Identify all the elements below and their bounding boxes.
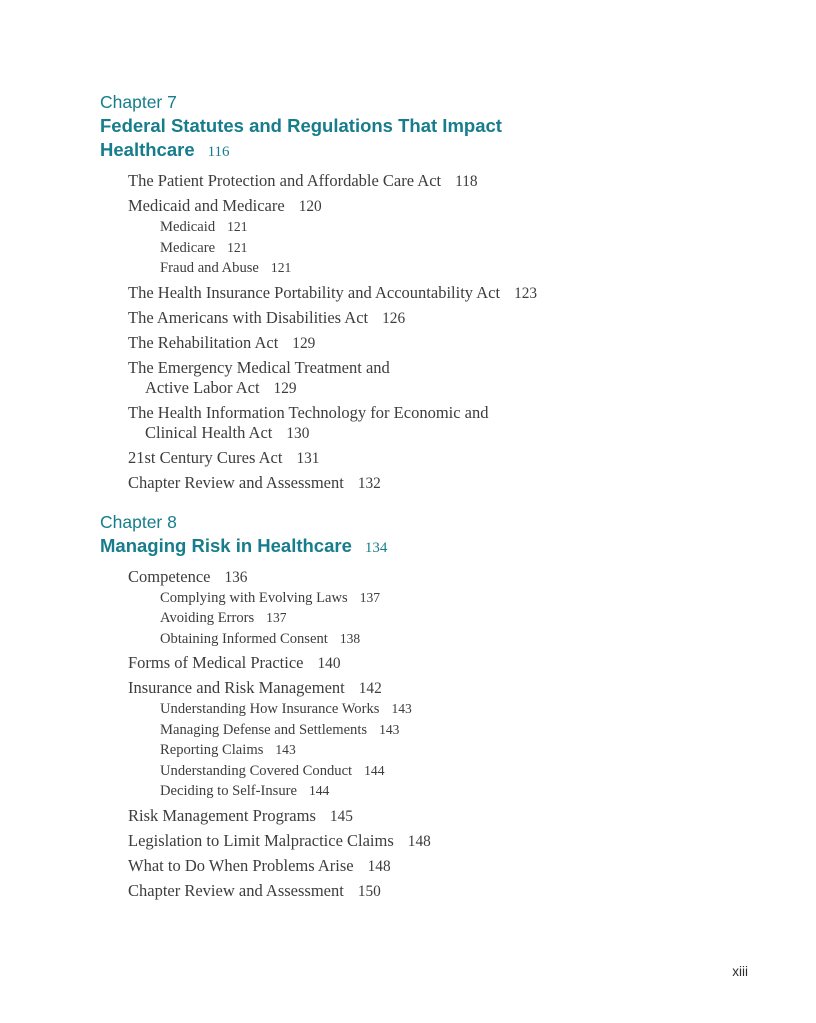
- toc-entry-page-number: 140: [317, 655, 341, 672]
- toc-entry-title: Understanding Covered Conduct: [160, 762, 353, 779]
- toc-entry: [128, 283, 750, 304]
- toc-entry-page-number: 132: [357, 474, 381, 492]
- toc-entry-page-number: 129: [273, 379, 297, 397]
- toc-entry: [160, 629, 750, 650]
- toc-entry-page-number: 121: [227, 219, 248, 234]
- toc-entry-page-number: 148: [367, 857, 391, 875]
- toc-entry-title: Medicare: [160, 239, 216, 256]
- toc-entry: [128, 171, 750, 192]
- toc-entry-page-number: 120: [298, 198, 322, 215]
- chapter-heading: [100, 90, 750, 164]
- toc-entry-page-number: 148: [407, 832, 431, 850]
- toc-entry-title: Obtaining Informed Consent: [160, 630, 328, 647]
- toc-entry-title: The Health Insurance Portability and Accountability Act: [128, 282, 501, 302]
- toc-entry: [160, 217, 750, 238]
- toc-entry: [160, 258, 750, 279]
- chapter-label: Chapter 7: [100, 92, 177, 112]
- toc-entry-title: The Emergency Medical Treatment and Active Labor Act: [128, 357, 390, 397]
- toc-entry: [128, 196, 750, 217]
- toc-entry: [128, 856, 750, 877]
- toc-entry-page-number: 131: [296, 449, 320, 467]
- toc-entry-page-number: 138: [339, 630, 361, 646]
- toc-entry: [128, 448, 750, 469]
- chapter-page-number: 134: [364, 539, 388, 556]
- toc-entry-page-number: 126: [382, 309, 406, 327]
- toc-entry-title: Complying with Evolving Laws: [160, 589, 348, 606]
- toc-entry: [160, 588, 750, 609]
- toc-entry-page-number: 137: [359, 589, 381, 605]
- toc-entry-page-number: 143: [275, 742, 296, 757]
- toc-entry: [160, 238, 750, 259]
- toc-entry-title: Fraud and Abuse: [160, 260, 259, 276]
- toc-entry: [160, 740, 750, 761]
- toc-entry-page-number: 129: [292, 334, 316, 352]
- toc-entry-page-number: 142: [358, 680, 382, 697]
- toc-entry: [160, 720, 750, 741]
- toc-entry: [128, 567, 750, 588]
- toc-entry: [128, 358, 750, 399]
- toc-entry-title: The Americans with Disabilities Act: [128, 307, 369, 327]
- toc-entry-title: Legislation to Limit Malpractice Claims: [128, 830, 394, 850]
- toc-entry-title: The Patient Protection and Affordable Care Act: [128, 171, 442, 190]
- chapter-heading: [100, 510, 750, 560]
- toc-chapter: [100, 510, 750, 902]
- toc-chapter: [100, 90, 750, 494]
- toc-entry: [128, 403, 750, 444]
- folio-page-number: xiii: [732, 964, 748, 979]
- toc-entry-page-number: 118: [455, 173, 478, 190]
- chapter-title: [100, 114, 750, 164]
- toc-entry-title: Reporting Claims: [160, 742, 264, 758]
- toc-entry-page-number: 123: [514, 284, 538, 302]
- toc-entry: [160, 699, 750, 720]
- toc-entry-title: Chapter Review and Assessment: [128, 880, 344, 900]
- toc-entry-title: Risk Management Programs: [128, 805, 316, 825]
- chapter-title-text: Federal Statutes and Regulations That Impact Healthcare: [100, 115, 502, 160]
- toc-entry: [128, 806, 750, 827]
- toc-entry-title: Competence: [128, 566, 211, 586]
- toc-entry: [128, 333, 750, 354]
- chapter-label: Chapter 8: [100, 511, 177, 532]
- toc-entry-page-number: 143: [391, 701, 412, 716]
- toc-entry-title: Avoiding Errors: [160, 610, 255, 626]
- toc-entry: [128, 831, 750, 852]
- toc-entry-page-number: 143: [379, 721, 400, 737]
- toc-entry-title: What to Do When Problems Arise: [128, 855, 354, 875]
- toc-entry-title: The Rehabilitation Act: [128, 332, 279, 352]
- chapter-entries: [100, 171, 750, 494]
- toc-entry-title: 21st Century Cures Act: [128, 447, 283, 467]
- table-of-contents: [100, 90, 750, 902]
- toc-entry: [160, 608, 750, 629]
- toc-entry-title: Managing Defense and Settlements: [160, 721, 368, 738]
- toc-entry-title: Chapter Review and Assessment: [128, 472, 344, 492]
- chapter-title-text: Managing Risk in Healthcare: [100, 534, 352, 556]
- toc-entry-page-number: 150: [357, 882, 381, 900]
- chapter-title: [100, 534, 750, 560]
- toc-entry-title: Medicaid: [160, 219, 216, 235]
- toc-entry: [128, 308, 750, 329]
- toc-entry-page-number: 144: [308, 783, 330, 798]
- toc-entry-page-number: 145: [329, 807, 353, 825]
- page-footer: [732, 964, 748, 979]
- toc-entry-title: Medicaid and Medicare: [128, 196, 285, 215]
- toc-entry: [128, 473, 750, 494]
- toc-entry-title: The Health Information Technology for Economic and Clinical Health Act: [128, 402, 489, 442]
- toc-entry-title: Understanding How Insurance Works: [160, 701, 380, 717]
- toc-entry: [160, 781, 750, 802]
- toc-entry: [160, 761, 750, 782]
- toc-entry-page-number: 121: [270, 260, 292, 275]
- toc-entry-page-number: 136: [224, 568, 248, 586]
- chapter-page-number: 116: [207, 144, 230, 160]
- toc-entry: [128, 653, 750, 674]
- toc-entry-title: Deciding to Self-Insure: [160, 783, 297, 799]
- toc-entry-page-number: 137: [266, 610, 287, 625]
- toc-entry-page-number: 121: [227, 239, 248, 255]
- chapter-entries: [100, 567, 750, 902]
- toc-entry-page-number: 130: [286, 424, 310, 442]
- toc-entry-title: Forms of Medical Practice: [128, 653, 304, 672]
- toc-entry-page-number: 144: [364, 762, 385, 778]
- toc-entry-title: Insurance and Risk Management: [128, 678, 345, 697]
- toc-entry: [128, 678, 750, 699]
- toc-entry: [128, 881, 750, 902]
